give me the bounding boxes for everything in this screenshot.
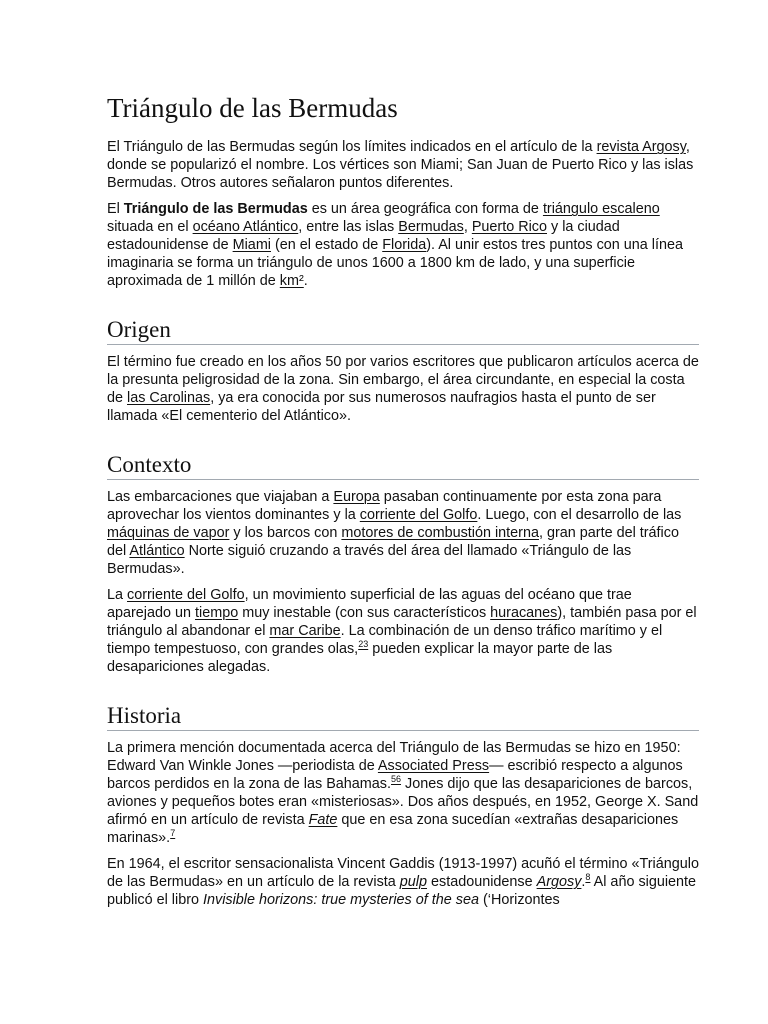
- link-corriente-del-golfo-2[interactable]: corriente del Golfo: [127, 587, 245, 603]
- text: .: [303, 273, 308, 289]
- link-triangulo-escaleno[interactable]: triángulo escaleno: [542, 201, 660, 217]
- text: La: [107, 587, 128, 603]
- footnote-ref-23[interactable]: 23: [358, 639, 369, 650]
- text: , un movimiento superficial de las aguas del océano que trae aparejado un: [107, 587, 632, 621]
- text: , donde se popularizó el nombre. Los vértices son Miami; San Juan de Puerto Rico y las islas Bermudas. Otros autores señalaron puntos diferentes.: [107, 139, 694, 191]
- link-motores-de-combustion-interna[interactable]: motores de combustión interna: [341, 525, 539, 541]
- link-las-carolinas[interactable]: las Carolinas: [127, 390, 211, 406]
- text: La primera mención documentada acerca del Triángulo de las Bermudas se hizo en 1950: Edward Van Winkle Jones —periodista de: [107, 740, 681, 774]
- intro-caption: [107, 138, 699, 192]
- section-contexto: [107, 451, 699, 676]
- text: situada en el: [107, 219, 193, 235]
- article-body: [107, 92, 699, 917]
- text: Las embarcaciones que viajaban a: [107, 489, 334, 505]
- link-corriente-del-golfo[interactable]: corriente del Golfo: [359, 507, 478, 523]
- text: El: [107, 201, 124, 217]
- text: (en el estado de: [271, 237, 383, 253]
- link-puerto-rico[interactable]: Puerto Rico: [471, 219, 547, 235]
- text: (‘Horizontes: [478, 892, 560, 908]
- text: .: [581, 874, 586, 890]
- text: Norte siguió cruzando a través del área del llamado «Triángulo de las Bermudas».: [107, 543, 632, 577]
- link-associated-press[interactable]: Associated Press: [377, 758, 490, 774]
- page-title: Triángulo de las Bermudas: [107, 93, 398, 123]
- text: . La combinación de un denso tráfico marítimo y el tiempo tempestuoso, con grandes olas,: [107, 623, 663, 657]
- contexto-paragraph-2: [107, 586, 699, 676]
- text: , ya era conocida por sus numerosos naufragios hasta el punto de ser llamada «El cementerio del Atlántico».: [107, 390, 656, 424]
- text: que en esa zona sucedían «extrañas desapariciones marinas».: [107, 812, 679, 846]
- bold-term: Triángulo de las Bermudas: [123, 201, 308, 217]
- footnote-ref-8[interactable]: 8: [585, 872, 591, 883]
- text: — escribió respecto a algunos barcos perdidos en la zona de las Bahamas.: [107, 758, 683, 792]
- text: ). Al unir estos tres puntos con una línea imaginaria se forma un triángulo de unos 1600 a 1800 km de lado, y una superficie aproximada de 1 millón de: [107, 237, 684, 289]
- origen-paragraph: [107, 353, 699, 425]
- historia-paragraph-1: [107, 739, 699, 847]
- link-km2[interactable]: km²: [279, 273, 304, 289]
- link-bermudas[interactable]: Bermudas: [398, 219, 464, 235]
- text: En 1964, el escritor sensacionalista Vincent Gaddis (1913-1997) acuñó el término «Triángulo de las Bermudas» en un artículo de la revista: [107, 856, 699, 890]
- text: El término fue creado en los años 50 por varios escritores que publicaron artículos acerca de la presunta peligrosidad de la zona. Sin embargo, el área circundante, en especial la costa de: [107, 354, 699, 406]
- link-pulp[interactable]: pulp: [399, 874, 427, 890]
- heading-origen: Origen: [107, 316, 699, 345]
- text: Al año siguiente publicó el libro: [107, 874, 697, 908]
- text: , gran parte del tráfico del: [107, 525, 679, 559]
- heading-contexto: Contexto: [107, 451, 699, 480]
- intro-paragraph: [107, 200, 699, 290]
- text: pueden explicar la mayor parte de las desapariciones alegadas.: [107, 641, 613, 675]
- text: pasaban continuamente por esta zona para aprovechar los vientos dominantes y la: [107, 489, 662, 523]
- link-oceano-atlantico[interactable]: océano Atlántico: [192, 219, 299, 235]
- text: y la ciudad estadounidense de: [107, 219, 620, 253]
- link-mar-caribe[interactable]: mar Caribe: [269, 623, 341, 639]
- section-origen: [107, 316, 699, 425]
- link-atlantico[interactable]: Atlántico: [129, 543, 185, 559]
- link-florida[interactable]: Florida: [382, 237, 427, 253]
- link-miami[interactable]: Miami: [232, 237, 271, 253]
- text: , entre las islas: [298, 219, 399, 235]
- historia-paragraph-2: [107, 855, 699, 909]
- text: ), también pasa por el triángulo al abandonar el: [107, 605, 697, 639]
- text: muy inestable (con sus característicos: [238, 605, 491, 621]
- text: . Luego, con el desarrollo de las: [477, 507, 682, 523]
- link-europa[interactable]: Europa: [333, 489, 380, 505]
- text: estadounidense: [427, 874, 537, 890]
- link-fate[interactable]: Fate: [308, 812, 338, 828]
- link-huracanes[interactable]: huracanes: [490, 605, 558, 621]
- link-maquinas-de-vapor[interactable]: máquinas de vapor: [107, 525, 230, 541]
- link-argosy[interactable]: Argosy: [536, 874, 582, 890]
- text: y los barcos con: [229, 525, 342, 541]
- contexto-paragraph-1: [107, 488, 699, 578]
- link-revista-argosy[interactable]: revista Argosy: [596, 139, 686, 155]
- book-title: Invisible horizons: true mysteries of the sea: [203, 892, 479, 908]
- text: ,: [463, 219, 472, 235]
- section-historia: [107, 702, 699, 909]
- link-tiempo[interactable]: tiempo: [195, 605, 239, 621]
- text: es un área geográfica con forma de: [307, 201, 543, 217]
- text: El Triángulo de las Bermudas según los límites indicados en el artículo de la: [107, 139, 597, 155]
- footnote-ref-7[interactable]: 7: [170, 828, 176, 839]
- heading-historia: Historia: [107, 702, 699, 731]
- text: Jones dijo que las desapariciones de barcos, aviones y pequeños botes eran «misteriosas». Dos años después, en 1952, George X. Sand afirmó en un artículo de revista: [107, 776, 699, 828]
- footnote-ref-56[interactable]: 56: [391, 774, 402, 785]
